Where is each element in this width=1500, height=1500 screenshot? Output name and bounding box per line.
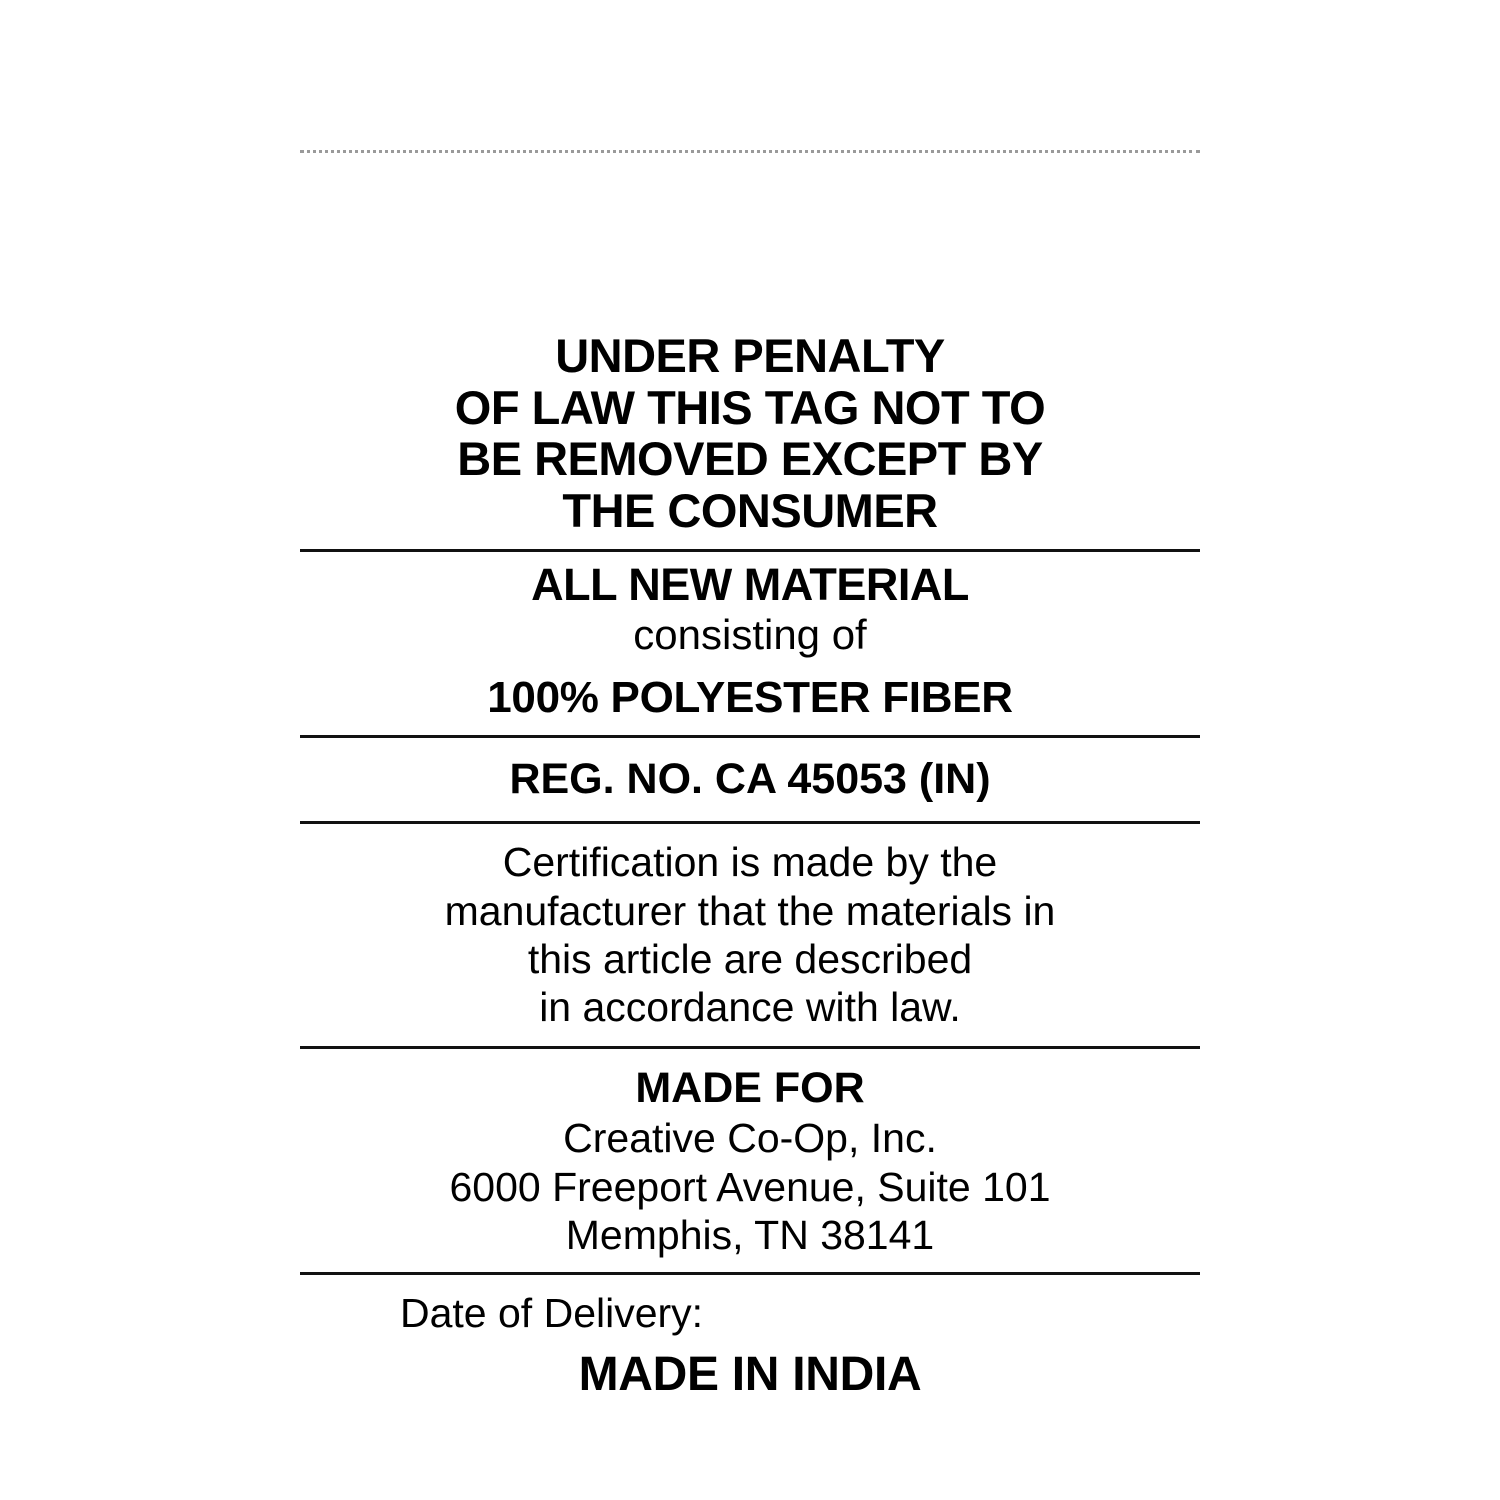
material-section: [300, 552, 1200, 735]
tag-content: [300, 330, 1200, 1403]
certification-line-1: Certification is made by the: [502, 839, 998, 886]
penalty-notice-line-1: UNDER PENALTY: [555, 329, 945, 382]
perforation-dotted-line: [300, 150, 1200, 157]
country-of-origin: MADE IN INDIA: [578, 1347, 922, 1401]
made-for-address-line-3: Memphis, TN 38141: [565, 1212, 935, 1259]
made-for-address-line-1: Creative Co-Op, Inc.: [563, 1115, 937, 1162]
made-for-address-line-2: 6000 Freeport Avenue, Suite 101: [449, 1163, 1051, 1210]
material-content: 100% POLYESTER FIBER: [487, 672, 1013, 722]
made-for-address: [300, 1114, 1200, 1271]
certification-line-2: manufacturer that the materials in: [444, 887, 1056, 934]
penalty-notice-line-2: OF LAW THIS TAG NOT TO: [454, 380, 1046, 434]
material-heading: ALL NEW MATERIAL: [531, 558, 969, 610]
made-for-section: [300, 1049, 1200, 1272]
penalty-notice-line-4: THE CONSUMER: [562, 484, 938, 538]
certification-statement: [300, 824, 1200, 1046]
date-of-delivery-label: Date of Delivery:: [400, 1289, 704, 1336]
certification-line-4: in accordance with law.: [539, 984, 961, 1031]
material-connector: consisting of: [633, 611, 867, 659]
registration-number: REG. NO. CA 45053 (IN): [509, 754, 991, 803]
made-for-label: MADE FOR: [635, 1063, 865, 1112]
certification-line-3: this article are described: [527, 936, 973, 983]
penalty-notice: [300, 330, 1200, 549]
penalty-notice-line-3: BE REMOVED EXCEPT BY: [457, 432, 1043, 486]
